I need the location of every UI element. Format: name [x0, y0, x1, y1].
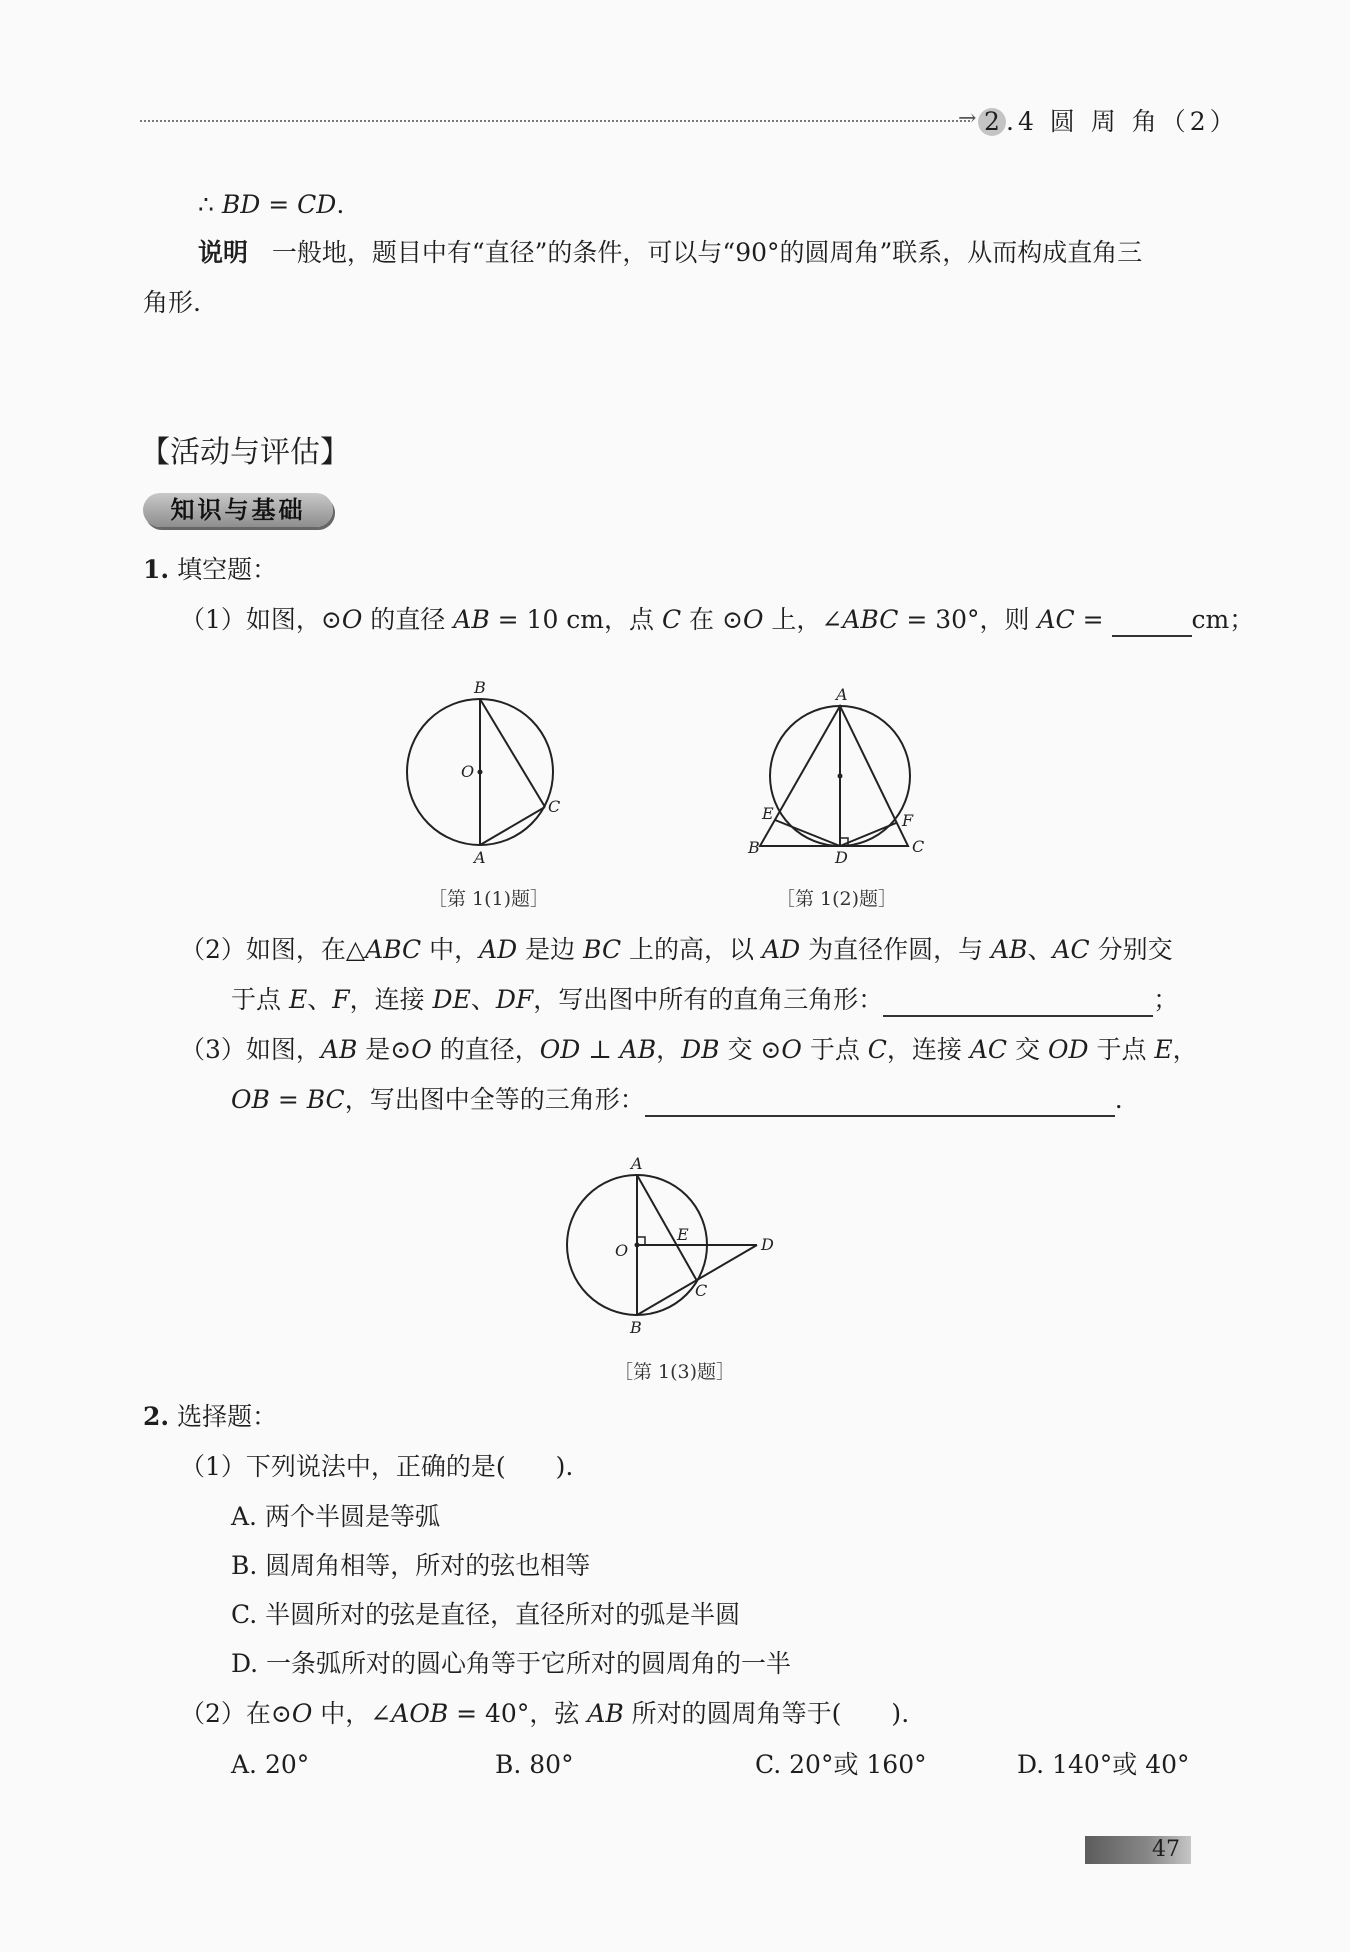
- center-point: [838, 774, 843, 779]
- page-number: 47: [1152, 1837, 1180, 1862]
- q2-part2-option-d[interactable]: D. 140°或 40°: [1017, 1750, 1190, 1779]
- label-d: D: [761, 1235, 774, 1254]
- q1-part3-line2: OB = BC，写出图中全等的三角形： .: [231, 1083, 1123, 1117]
- q2-part1-option-c[interactable]: C. 半圆所对的弦是直径，直径所对的弧是半圆: [231, 1600, 741, 1629]
- figure-1-2: [740, 680, 930, 870]
- note-label: 说明: [198, 238, 249, 267]
- note-line-1: 说明 一般地，题目中有“直径”的条件，可以与“90°的圆周角”联系，从而构成直角三: [198, 238, 1143, 267]
- q2-part2-stem: （2）在⊙O 中，∠AOB = 40°，弦 AB 所对的圆周角等于( ).: [180, 1699, 910, 1728]
- answer-blank[interactable]: [883, 989, 1153, 1017]
- label-o: O: [461, 762, 475, 781]
- caption-1-3: ［第 1(3)题］: [614, 1361, 736, 1383]
- figure-1-3: [555, 1155, 790, 1345]
- caption-1-1: ［第 1(1)题］: [428, 888, 550, 910]
- chapter-number-badge: 2: [978, 108, 1006, 136]
- header-arrow-icon: →: [958, 106, 977, 131]
- q2-part2-option-a[interactable]: A. 20°: [231, 1750, 310, 1779]
- figure-1-1: [395, 675, 575, 870]
- label-e: E: [762, 804, 774, 823]
- center-point: [478, 770, 483, 775]
- q2-part1-option-d[interactable]: D. 一条弧所对的圆心角等于它所对的圆周角的一半: [231, 1649, 792, 1678]
- segment-de: [775, 820, 840, 846]
- q1-part2-line1: （2）如图，在△ABC 中，AD 是边 BC 上的高，以 AD 为直径作圆，与 AB、AC 分别交: [180, 935, 1173, 964]
- q2-part2-option-c[interactable]: C. 20°或 160°: [755, 1750, 927, 1779]
- label-b: B: [748, 838, 760, 857]
- note-line-2: 角形.: [143, 288, 201, 317]
- answer-blank[interactable]: [645, 1089, 1115, 1117]
- label-a: A: [474, 848, 486, 867]
- header-rule: [140, 120, 970, 122]
- label-b: B: [630, 1318, 642, 1337]
- label-d: D: [835, 848, 848, 867]
- q2-heading: 2. 选择题：: [143, 1402, 278, 1431]
- section-title: .4 圆 周 角（2）: [1006, 107, 1239, 136]
- q2-part2-option-b[interactable]: B. 80°: [495, 1750, 574, 1779]
- label-c: C: [912, 837, 925, 856]
- q1-part1: （1）如图，⊙O 的直径 AB = 10 cm，点 C 在 ⊙O 上，∠ABC = 30°，则 AC = cm；: [180, 603, 1254, 637]
- q1-heading: 1. 填空题：: [143, 555, 278, 584]
- q1-part2-line2: 于点 E、F，连接 DE、DF，写出图中所有的直角三角形： ；: [231, 983, 1178, 1017]
- caption-1-2: ［第 1(2)题］: [776, 888, 898, 910]
- chord-ac: [480, 807, 545, 845]
- q1-part3-line1: （3）如图，AB 是⊙O 的直径，OD ⊥ AB，DB 交 ⊙O 于点 C，连接 AC 交 OD 于点 E，: [180, 1035, 1198, 1064]
- answer-blank[interactable]: [1112, 609, 1192, 637]
- running-header: [978, 102, 1239, 138]
- triangle-abc: [760, 706, 908, 846]
- q2-part1-stem: （1）下列说法中，正确的是( ).: [180, 1452, 574, 1481]
- label-c: C: [695, 1281, 708, 1300]
- label-b: B: [474, 678, 486, 697]
- label-o: O: [615, 1241, 629, 1260]
- label-f: F: [902, 811, 914, 830]
- q2-part1-option-b[interactable]: B. 圆周角相等，所对的弦也相等: [231, 1551, 591, 1580]
- label-a: A: [631, 1155, 643, 1173]
- proof-conclusion: ∴ BD = CD.: [198, 190, 345, 219]
- label-a: A: [836, 685, 848, 704]
- center-point: [635, 1243, 640, 1248]
- q2-part1-option-a[interactable]: A. 两个半圆是等弧: [231, 1502, 440, 1531]
- chord-bc: [480, 699, 545, 807]
- section-heading: 【活动与评估】: [140, 435, 350, 470]
- label-c: C: [548, 797, 561, 816]
- label-e: E: [677, 1225, 689, 1244]
- knowledge-badge: 知识与基础: [143, 493, 333, 527]
